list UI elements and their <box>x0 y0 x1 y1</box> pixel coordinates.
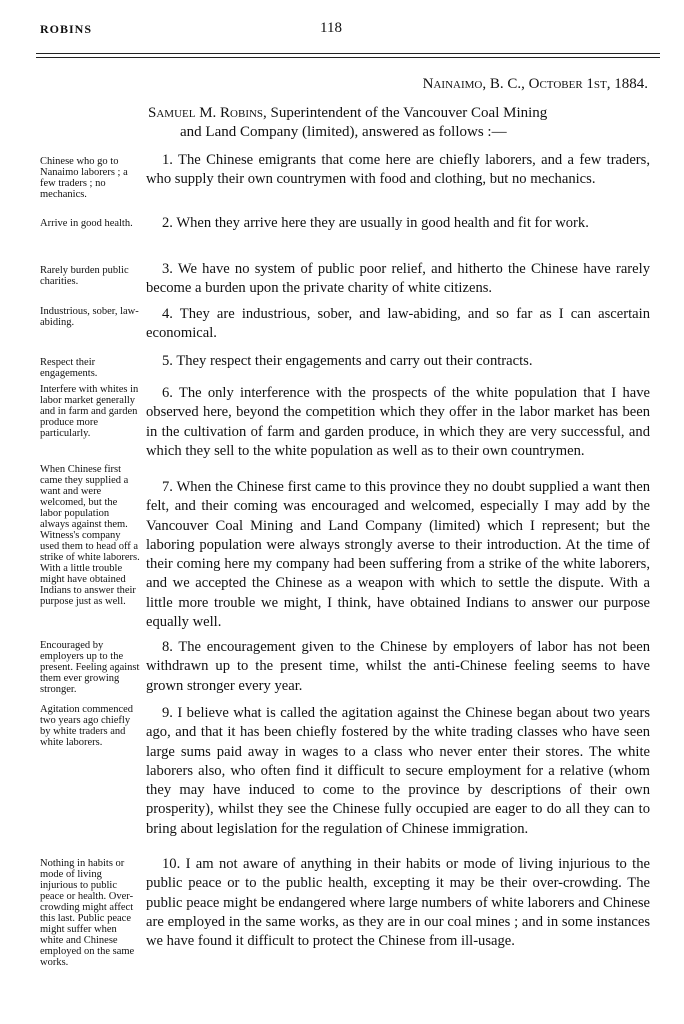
answer-paragraph: 4. They are industrious, sober, and law-abiding, and so far as I can ascertain economical. <box>146 306 650 342</box>
side-note: Arrive in good health. <box>40 218 133 229</box>
answer-paragraph: 3. We have no system of public poor relief, and hitherto the Chinese have rarely become a burden upon the private charity of white citizens. <box>146 261 650 297</box>
running-title: ROBINS <box>40 22 93 36</box>
intro-line1: , Superintendent of the Vancouver Coal Mining <box>263 105 548 121</box>
witness-name: Samuel M. Robins <box>148 105 264 121</box>
answer-paragraph: 8. The encouragement given to the Chinese by employers of labor has not been withdrawn up to the present time, whilst the anti-Chinese feeling seems to have grown stronger every year. <box>146 639 650 694</box>
dateline: Nainaimo, B. C., October 1st, 1884. <box>422 76 648 92</box>
side-note: When Chinese first came they supplied a want and were welcomed, but the labor population always against them. Witness's company used them to head off a strike of white laborers. With a little trouble might have obtained Indians to answer their purpose just as well. <box>40 464 140 607</box>
side-note: Chinese who go to Nanaimo laborers ; a few traders ; no mechanics. <box>40 156 128 200</box>
answer-paragraph: 2. When they arrive here they are usually in good health and fit for work. <box>162 215 589 231</box>
header-rule <box>36 53 660 54</box>
side-note: Interfere with whites in labor market generally and in farm and garden produce more particularly. <box>40 384 139 439</box>
side-note: Rarely burden public charities. <box>40 265 129 287</box>
side-note: Nothing in habits or mode of living injurious to public peace or health. Over-crowding might affect this last. Public peace might suffer when white and Chinese employed on the same works. <box>40 858 135 968</box>
answer-paragraph: 9. I believe what is called the agitation against the Chinese began about two years ago, and that it has been chiefly fostered by the white trading classes who have seen large sums paid away in wages to a class who never enter their stores. The white laborers also, who often find it difficult to secure employment for a relative (whom they may have induced to come to the province by descriptions of their own prosperity), whilst they see the Chinese fully occupied are eager to do all they can to bring about legislation for the regulation of Chinese immigration. <box>146 705 650 837</box>
side-note: Encouraged by employers up to the present. Feeling against them ever growing stronger. <box>40 640 140 695</box>
side-note: Agitation commenced two years ago chiefly by white traders and white laborers. <box>40 704 134 748</box>
answer-paragraph: 5. They respect their engagements and carry out their contracts. <box>162 353 533 369</box>
intro-line2: and Land Company (limited), answered as follows :— <box>180 124 507 140</box>
side-note: Respect their engagements. <box>40 357 98 379</box>
page-number: 118 <box>320 20 342 36</box>
answer-paragraph: 10. I am not aware of anything in their habits or mode of living injurious to the public peace or to the public health, excepting it may be their over-crowding. The public peace might be endangered where large numbers of white laborers and Chinese are employed in the same works, as they are in our coal mines ; and in some instances we have found it difficult to protect the Chinese from ill-usage. <box>146 856 650 950</box>
answer-paragraph: 6. The only interference with the prospects of the white population that I have observed here, beyond the competition which they offer in the labor market has been in the cultivation of farm and garden produce, in which they are very successful, and which they sell to the white population as well as to their own countrymen. <box>146 385 650 459</box>
intro <box>148 104 648 142</box>
answer-paragraph: 7. When the Chinese first came to this province they no doubt supplied a want then felt, and their coming was encouraged and welcomed, especially I may add by the Vancouver Coal Mining and Land Company (limited) which I represent; but the laboring population were always strongly averse to their introduction. At the time of their coming here my company had been suffering from a strike of the white laborers, and we accepted the Chinese as a weapon with which to settle the dispute. With a little more trouble we might, I think, have obtained Indians to answer our purpose equally well. <box>146 479 650 631</box>
answer-paragraph: 1. The Chinese emigrants that come here are chiefly laborers, and a few traders, who supply their own countrymen with food and clothing, but no mechanics. <box>146 152 650 188</box>
header-rule-secondary <box>36 57 660 58</box>
side-note: Industrious, sober, law-abiding. <box>40 306 139 328</box>
